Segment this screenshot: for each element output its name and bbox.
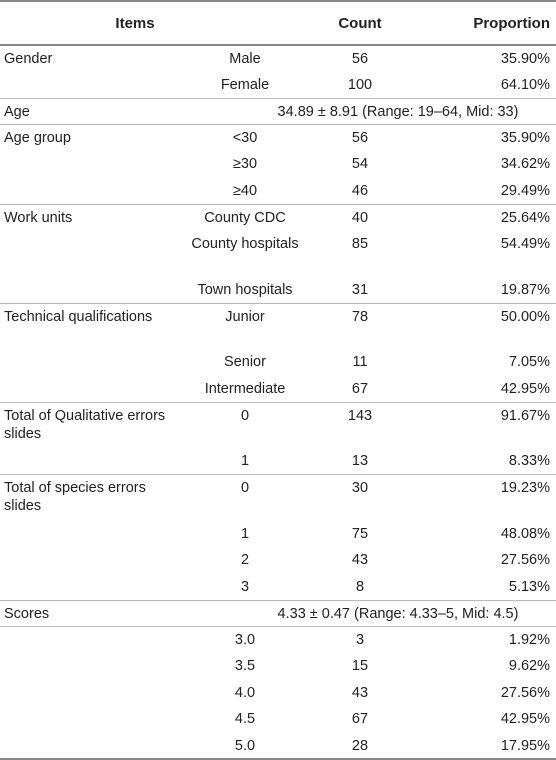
table-row bbox=[0, 521, 556, 548]
row-count: 43 bbox=[351, 552, 369, 568]
table-row bbox=[0, 627, 556, 654]
row-item bbox=[0, 349, 180, 376]
row-proportion: 42.95% bbox=[410, 376, 556, 403]
row-subcategory: Intermediate bbox=[180, 376, 310, 403]
row-count: 3 bbox=[355, 632, 365, 648]
row-count: 67 bbox=[351, 711, 369, 727]
table-row bbox=[0, 45, 556, 72]
row-item bbox=[0, 706, 180, 733]
row-subcategory: ≥40 bbox=[180, 178, 310, 205]
row-item: Age bbox=[0, 98, 180, 125]
row-subcategory: 1 bbox=[180, 448, 310, 475]
row-item bbox=[0, 680, 180, 707]
row-count: 15 bbox=[351, 658, 369, 674]
row-count: 46 bbox=[310, 178, 410, 205]
row-proportion: 27.56% bbox=[500, 552, 550, 568]
row-item: Technical qualifications bbox=[4, 308, 153, 325]
table-row bbox=[0, 574, 556, 601]
row-item: Work units bbox=[4, 209, 73, 226]
row-subcategory: Town hospitals bbox=[180, 277, 310, 304]
header-row bbox=[0, 1, 556, 45]
row-item bbox=[0, 521, 180, 548]
row-item: Total of Qualitative errors slides bbox=[4, 407, 166, 442]
row-subcategory: 2 bbox=[240, 552, 250, 568]
row-count: 13 bbox=[310, 448, 410, 475]
row-proportion: 35.90% bbox=[500, 51, 550, 67]
row-subcategory: 3.5 bbox=[234, 658, 256, 674]
row-proportion: 54.49% bbox=[500, 235, 550, 252]
row-count: 67 bbox=[310, 376, 410, 403]
row-proportion: 42.95% bbox=[500, 711, 550, 727]
row-proportion: 48.08% bbox=[500, 525, 550, 542]
row-proportion: 17.95% bbox=[410, 733, 556, 760]
table-row bbox=[0, 72, 556, 99]
row-subcategory: Male bbox=[229, 51, 261, 67]
row-count: 56 bbox=[351, 130, 369, 146]
row-proportion: 25.64% bbox=[500, 209, 550, 226]
table-row bbox=[0, 547, 556, 574]
row-proportion: 8.33% bbox=[410, 448, 556, 475]
row-item bbox=[0, 72, 180, 99]
row-count: 30 bbox=[351, 480, 369, 496]
row-proportion: 19.23% bbox=[500, 480, 550, 496]
row-proportion: 7.05% bbox=[508, 354, 550, 370]
row-item bbox=[0, 376, 180, 403]
row-proportion: 91.67% bbox=[500, 407, 550, 424]
table-row bbox=[0, 98, 556, 125]
table-row bbox=[0, 303, 556, 349]
row-count: 143 bbox=[347, 407, 373, 424]
table-row bbox=[0, 349, 556, 376]
row-count: 54 bbox=[351, 156, 369, 172]
table-row bbox=[0, 151, 556, 178]
row-item bbox=[0, 178, 180, 205]
row-proportion: 34.62% bbox=[500, 156, 550, 172]
table-row bbox=[0, 448, 556, 475]
row-item: Age group bbox=[4, 130, 71, 146]
row-subcategory: Senior bbox=[224, 354, 266, 370]
row-item: Scores bbox=[0, 600, 180, 627]
row-subcategory: 5.0 bbox=[180, 733, 310, 760]
row-subcategory: <30 bbox=[232, 130, 258, 146]
row-count: 100 bbox=[310, 72, 410, 99]
row-proportion: 9.62% bbox=[508, 658, 550, 674]
row-item bbox=[0, 231, 180, 277]
row-count: 11 bbox=[352, 354, 368, 370]
row-count: 75 bbox=[351, 525, 369, 542]
row-item bbox=[0, 151, 180, 178]
table-row bbox=[0, 600, 556, 627]
row-item: Total of species errors slides bbox=[4, 480, 146, 514]
row-subcategory: 3 bbox=[180, 574, 310, 601]
row-proportion: 29.49% bbox=[410, 178, 556, 205]
row-count: 40 bbox=[351, 209, 369, 226]
row-subcategory: 3.0 bbox=[234, 632, 256, 648]
table-row bbox=[0, 680, 556, 707]
table-row bbox=[0, 178, 556, 205]
row-subcategory: 4.0 bbox=[234, 684, 256, 701]
row-item bbox=[0, 627, 180, 654]
row-count: 43 bbox=[351, 684, 369, 701]
row-count: 31 bbox=[310, 277, 410, 304]
row-count: 8 bbox=[310, 574, 410, 601]
table-row bbox=[0, 204, 556, 231]
row-subcategory: 4.5 bbox=[234, 711, 256, 727]
row-subcategory: Female bbox=[180, 72, 310, 99]
header-items: Items bbox=[0, 1, 310, 45]
row-count: 56 bbox=[351, 51, 369, 67]
header-count: Count bbox=[310, 1, 410, 45]
table-row bbox=[0, 402, 556, 448]
row-proportion: 19.87% bbox=[410, 277, 556, 304]
header-proportion: Proportion bbox=[410, 1, 556, 45]
row-item: Gender bbox=[4, 51, 53, 67]
row-subcategory: 1 bbox=[240, 525, 250, 542]
row-proportion: 64.10% bbox=[410, 72, 556, 99]
row-proportion: 1.92% bbox=[508, 632, 550, 648]
table-row bbox=[0, 475, 556, 521]
table-row bbox=[0, 277, 556, 304]
row-proportion: 50.00% bbox=[500, 308, 550, 325]
row-item bbox=[0, 574, 180, 601]
row-subcategory: 0 bbox=[240, 407, 250, 424]
row-subcategory: ≥30 bbox=[232, 156, 258, 172]
table-row bbox=[0, 125, 556, 152]
row-item bbox=[0, 547, 180, 574]
row-summary: 34.89 ± 8.91 (Range: 19–64, Mid: 33) bbox=[180, 98, 556, 125]
row-item bbox=[0, 733, 180, 760]
row-item bbox=[0, 277, 180, 304]
row-item bbox=[0, 448, 180, 475]
row-item bbox=[0, 653, 180, 680]
row-summary: 4.33 ± 0.47 (Range: 4.33–5, Mid: 4.5) bbox=[180, 600, 556, 627]
table-row bbox=[0, 706, 556, 733]
row-proportion: 5.13% bbox=[410, 574, 556, 601]
row-subcategory: Junior bbox=[225, 308, 265, 325]
row-count: 85 bbox=[351, 235, 369, 252]
row-proportion: 35.90% bbox=[500, 130, 550, 146]
table-row bbox=[0, 376, 556, 403]
row-count: 78 bbox=[351, 308, 369, 325]
row-proportion: 27.56% bbox=[500, 684, 550, 701]
table-row bbox=[0, 231, 556, 277]
table-row bbox=[0, 733, 556, 760]
table-row bbox=[0, 653, 556, 680]
row-subcategory: 0 bbox=[240, 480, 250, 496]
row-subcategory: County hospitals bbox=[191, 235, 299, 252]
row-count: 28 bbox=[310, 733, 410, 760]
row-subcategory: County CDC bbox=[204, 209, 286, 226]
